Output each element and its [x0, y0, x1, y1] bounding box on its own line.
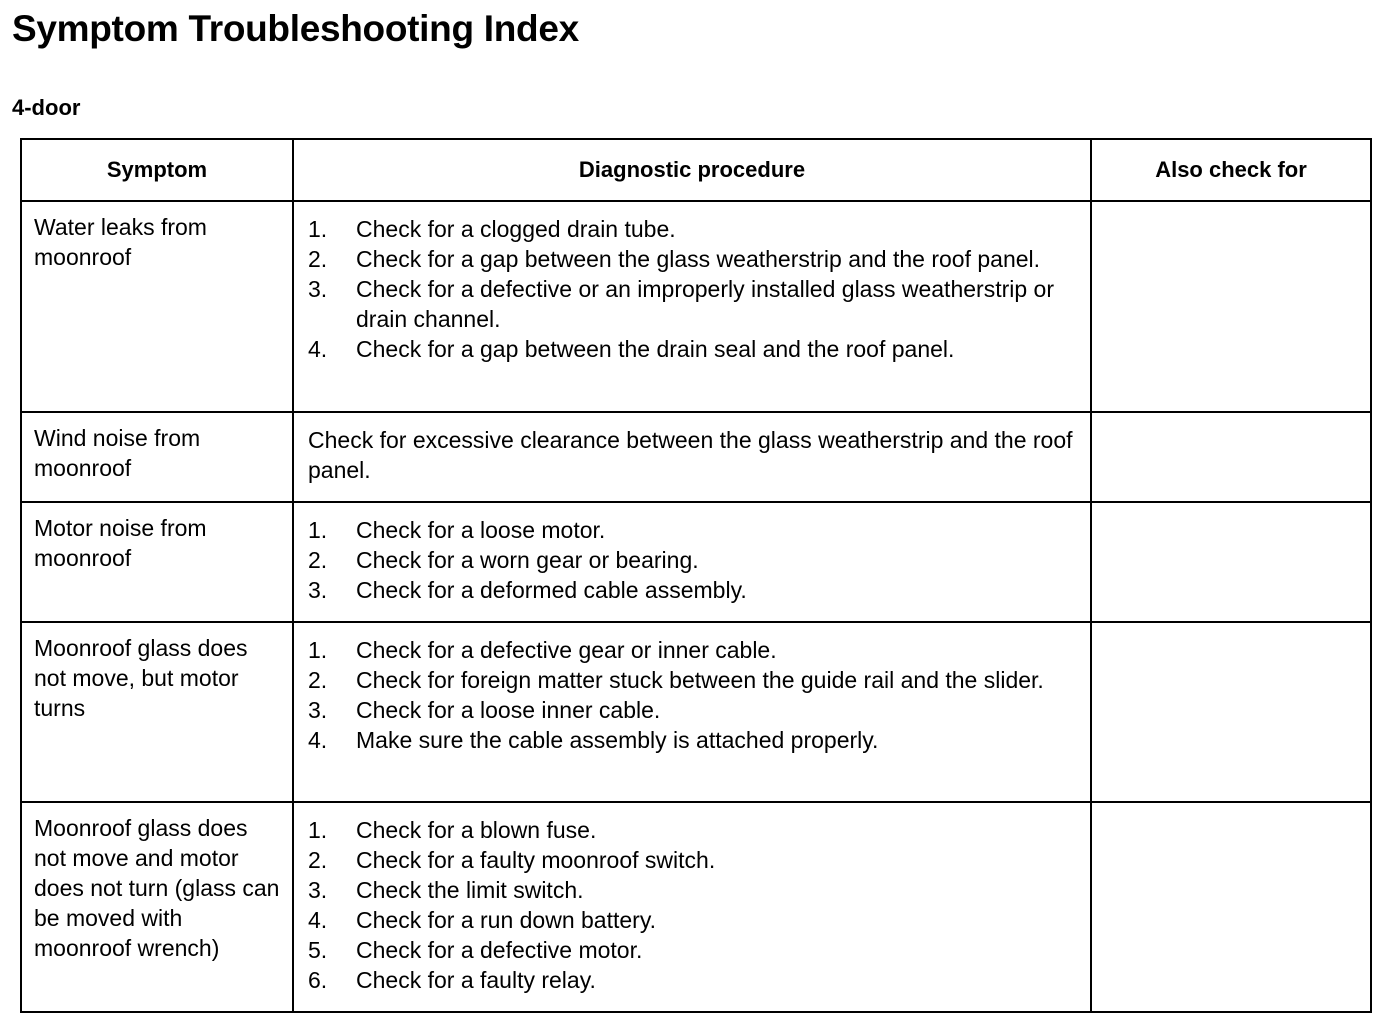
- procedure-step: [308, 875, 1080, 905]
- procedure-steps: [308, 214, 1080, 364]
- also-check-cell: [1091, 502, 1371, 622]
- symptom-cell: Water leaks from moonroof: [21, 201, 293, 412]
- procedure-step: [308, 695, 1080, 725]
- step-number: 2.: [308, 847, 328, 873]
- procedure-step: [308, 575, 1080, 605]
- step-number: 4.: [308, 727, 328, 753]
- step-text: Make sure the cable assembly is attached properly.: [356, 727, 879, 753]
- also-check-cell: [1091, 802, 1371, 1012]
- table-row: [21, 201, 1371, 412]
- procedure-step: [308, 935, 1080, 965]
- step-text: Check for a faulty moonroof switch.: [356, 847, 716, 873]
- step-number: 1.: [308, 216, 328, 242]
- step-number: 3.: [308, 697, 328, 723]
- step-number: 1.: [308, 517, 328, 543]
- header-also-check-for: Also check for: [1091, 139, 1371, 201]
- step-number: 4.: [308, 336, 328, 362]
- procedure-steps: [308, 515, 1080, 605]
- symptom-cell: Motor noise from moonroof: [21, 502, 293, 622]
- step-number: 2.: [308, 547, 328, 573]
- procedure-cell: [293, 622, 1091, 802]
- section-label-4-door: 4-door: [12, 95, 81, 120]
- step-number: 3.: [308, 276, 328, 302]
- symptom-cell: Wind noise from moonroof: [21, 412, 293, 502]
- procedure-step: [308, 244, 1080, 274]
- step-text: Check for a defective gear or inner cable.: [356, 637, 777, 663]
- procedure-step: [308, 725, 1080, 755]
- header-symptom: Symptom: [21, 139, 293, 201]
- procedure-cell: [293, 502, 1091, 622]
- procedure-step: [308, 815, 1080, 845]
- table-row: [21, 412, 1371, 502]
- step-text: Check for a gap between the drain seal and the roof panel.: [356, 336, 955, 362]
- step-text: Check for a loose inner cable.: [356, 697, 661, 723]
- step-text: Check the limit switch.: [356, 877, 584, 903]
- procedure-steps: [308, 815, 1080, 995]
- procedure-step: [308, 274, 1080, 334]
- symptom-cell: Moonroof glass does not move, but motor turns: [21, 622, 293, 802]
- step-number: 6.: [308, 967, 328, 993]
- header-diagnostic-procedure: Diagnostic procedure: [293, 139, 1091, 201]
- procedure-step: [308, 905, 1080, 935]
- procedure-cell: [293, 201, 1091, 412]
- step-text: Check for a gap between the glass weatherstrip and the roof panel.: [356, 246, 1041, 272]
- step-text: Check for a loose motor.: [356, 517, 606, 543]
- step-text: Check for a clogged drain tube.: [356, 216, 676, 242]
- table-row: [21, 502, 1371, 622]
- symptom-troubleshooting-table: [20, 138, 1372, 1013]
- step-text: Check for a deformed cable assembly.: [356, 577, 747, 603]
- step-text: Check for a defective motor.: [356, 937, 643, 963]
- step-text: Check for a worn gear or bearing.: [356, 547, 699, 573]
- also-check-cell: [1091, 201, 1371, 412]
- also-check-cell: [1091, 622, 1371, 802]
- step-text: Check for a faulty relay.: [356, 967, 596, 993]
- procedure-cell: Check for excessive clearance between the glass weatherstrip and the roof panel.: [293, 412, 1091, 502]
- procedure-steps: [308, 635, 1080, 755]
- procedure-step: [308, 635, 1080, 665]
- step-number: 3.: [308, 877, 328, 903]
- procedure-step: [308, 965, 1080, 995]
- procedure-step: [308, 545, 1080, 575]
- table-row: [21, 802, 1371, 1012]
- table-header-row: [21, 139, 1371, 201]
- step-number: 4.: [308, 907, 328, 933]
- procedure-step: [308, 665, 1080, 695]
- step-number: 2.: [308, 667, 328, 693]
- step-text: Check for a blown fuse.: [356, 817, 597, 843]
- step-text: Check for a run down battery.: [356, 907, 656, 933]
- step-number: 5.: [308, 937, 328, 963]
- procedure-step: [308, 515, 1080, 545]
- also-check-cell: [1091, 412, 1371, 502]
- procedure-step: [308, 845, 1080, 875]
- page-title: Symptom Troubleshooting Index: [12, 8, 579, 49]
- step-number: 1.: [308, 817, 328, 843]
- procedure-cell: [293, 802, 1091, 1012]
- step-number: 3.: [308, 577, 328, 603]
- step-number: 1.: [308, 637, 328, 663]
- table-row: [21, 622, 1371, 802]
- step-text: Check for foreign matter stuck between the guide rail and the slider.: [356, 667, 1044, 693]
- step-text: Check for a defective or an improperly installed glass weatherstrip or drain channel.: [356, 276, 1054, 332]
- step-number: 2.: [308, 246, 328, 272]
- procedure-step: [308, 214, 1080, 244]
- symptom-cell: Moonroof glass does not move and motor does not turn (glass can be moved with moonroof wrench): [21, 802, 293, 1012]
- procedure-step: [308, 334, 1080, 364]
